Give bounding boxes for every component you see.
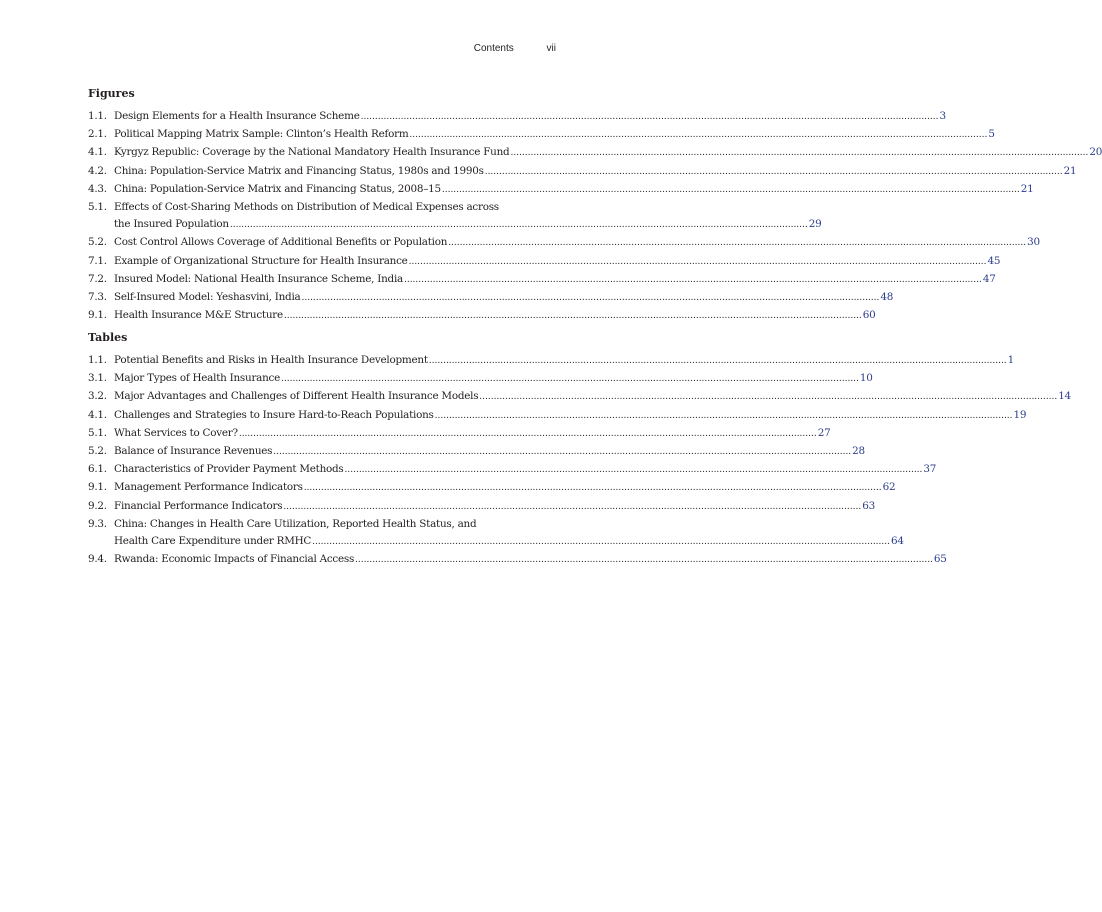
entry-title: Challenges and Strategies to Insure Hard-to-Reach Populations xyxy=(114,408,434,421)
entry-title: Insured Model: National Health Insurance Scheme, India xyxy=(114,272,403,285)
page-number-link[interactable]: 60 xyxy=(862,309,876,322)
entry-number: 2.1. xyxy=(88,128,107,141)
toc-entry[interactable] xyxy=(88,498,875,516)
toc-entry[interactable] xyxy=(88,181,1034,199)
entry-title-first-line: Effects of Cost-Sharing Methods on Distribution of Medical Expenses across xyxy=(114,201,499,214)
entry-title: the Insured Population xyxy=(114,218,229,231)
entry-last-line xyxy=(114,108,946,126)
entry-body xyxy=(114,289,894,307)
entry-title: Financial Performance Indicators xyxy=(114,499,283,512)
toc-entry[interactable] xyxy=(88,425,831,443)
toc-entry[interactable] xyxy=(88,388,1071,406)
entry-title: Characteristics of Provider Payment Methods xyxy=(114,463,344,476)
entry-title: What Services to Cover? xyxy=(114,426,238,439)
dot-leader xyxy=(281,370,859,388)
entry-number: 9.1. xyxy=(88,309,107,322)
entry-title: Major Advantages and Challenges of Different Health Insurance Models xyxy=(114,390,479,403)
entry-body xyxy=(114,108,946,126)
page-number-link[interactable]: 21 xyxy=(1020,182,1034,195)
toc-entry[interactable] xyxy=(88,289,894,307)
entry-body xyxy=(114,425,831,443)
dot-leader xyxy=(239,425,817,443)
figures-heading: Figures xyxy=(88,87,135,100)
entry-last-line xyxy=(114,479,896,497)
toc-entry[interactable] xyxy=(88,407,1027,425)
entry-title: Political Mapping Matrix Sample: Clinton’s Health Reform xyxy=(114,128,409,141)
page-number-link[interactable]: 27 xyxy=(817,426,831,439)
entry-last-line xyxy=(114,352,1015,370)
entry-last-line xyxy=(114,216,822,234)
page-number-link[interactable]: 19 xyxy=(1013,408,1027,421)
entry-number: 3.1. xyxy=(88,372,107,385)
entry-last-line xyxy=(114,253,1001,271)
page-number-link[interactable]: 47 xyxy=(982,272,996,285)
entry-title: Cost Control Allows Coverage of Additional Benefits or Population xyxy=(114,236,448,249)
toc-entry[interactable] xyxy=(88,479,896,497)
entry-title: Rwanda: Economic Impacts of Financial Access xyxy=(114,553,355,566)
dot-leader xyxy=(345,461,923,479)
entry-last-line xyxy=(114,234,1040,252)
entry-number: 1.1. xyxy=(88,110,107,122)
page-number-link[interactable]: 28 xyxy=(852,445,865,458)
entry-number: 9.3. xyxy=(88,517,107,530)
figures-entries xyxy=(88,108,1102,325)
dot-leader xyxy=(435,407,1013,425)
entry-title: Potential Benefits and Risks in Health Insurance Development xyxy=(114,354,428,366)
page-number-link[interactable]: 62 xyxy=(882,481,896,494)
entry-number: 4.2. xyxy=(88,164,107,177)
page-number-link[interactable]: 20 xyxy=(1089,146,1102,159)
toc-entry[interactable] xyxy=(88,551,947,569)
entry-number: 3.2. xyxy=(88,390,107,403)
figures-list xyxy=(88,87,1102,325)
entry-number: 7.2. xyxy=(88,272,107,285)
dot-leader xyxy=(409,126,987,144)
entry-body xyxy=(114,271,996,289)
dot-leader xyxy=(404,271,982,289)
dot-leader xyxy=(510,144,1088,162)
page-number-link[interactable]: 30 xyxy=(1027,236,1040,249)
entry-title: Example of Organizational Structure for Health Insurance xyxy=(114,254,408,267)
entry-title: Major Types of Health Insurance xyxy=(114,372,281,385)
page-number-link[interactable]: 48 xyxy=(880,291,894,304)
entry-body xyxy=(114,234,1040,252)
entry-number: 4.1. xyxy=(88,408,107,421)
entry-title-first-line: China: Changes in Health Care Utilization, Reported Health Status, and xyxy=(114,517,477,530)
entry-title: Kyrgyz Republic: Coverage by the National Mandatory Health Insurance Fund xyxy=(114,146,510,159)
dot-leader xyxy=(304,479,882,497)
entry-number: 7.3. xyxy=(88,291,107,304)
page-number-link[interactable]: 21 xyxy=(1063,164,1077,177)
toc-entry[interactable] xyxy=(88,307,876,325)
entry-last-line xyxy=(114,551,947,569)
dot-leader xyxy=(429,352,1007,370)
entry-body xyxy=(114,461,937,479)
tables-heading: Tables xyxy=(88,331,128,344)
entry-last-line xyxy=(114,370,873,388)
entry-title: Self-Insured Model: Yeshasvini, India xyxy=(114,291,301,304)
dot-leader xyxy=(301,289,879,307)
page-number-link[interactable]: 45 xyxy=(987,254,1001,267)
entry-number: 7.1. xyxy=(88,254,107,267)
page-number-link[interactable]: 1 xyxy=(1007,354,1015,366)
dot-leader xyxy=(361,108,939,126)
entry-last-line xyxy=(114,498,875,516)
dot-leader xyxy=(442,181,1020,199)
entry-body xyxy=(114,181,1034,199)
dot-leader xyxy=(283,498,861,516)
entry-number: 4.1. xyxy=(88,146,107,159)
page-number-link[interactable]: 37 xyxy=(923,463,937,476)
entry-number: 4.3. xyxy=(88,182,107,195)
toc-entry[interactable] xyxy=(88,516,904,551)
entry-body xyxy=(114,443,865,461)
entry-last-line xyxy=(114,126,995,144)
toc-entry[interactable] xyxy=(88,144,1102,162)
toc-entry[interactable] xyxy=(88,163,1077,181)
entry-body xyxy=(114,144,1102,162)
entry-body xyxy=(114,253,1001,271)
entry-title: Balance of Insurance Revenues xyxy=(114,445,273,458)
entry-title: Health Insurance M&E Structure xyxy=(114,309,283,322)
entry-number: 9.1. xyxy=(88,481,107,494)
entry-title: Health Care Expenditure under RMHC xyxy=(114,535,312,548)
entry-body xyxy=(114,199,822,234)
entry-last-line xyxy=(114,271,996,289)
dot-leader xyxy=(230,216,808,234)
entry-number: 5.1. xyxy=(88,426,107,439)
entry-last-line xyxy=(114,388,1071,406)
dot-leader xyxy=(312,533,890,551)
dot-leader xyxy=(479,388,1057,406)
entry-last-line xyxy=(114,407,1027,425)
dot-leader xyxy=(448,234,1026,252)
tables-entries xyxy=(88,352,1071,569)
toc-entry[interactable] xyxy=(88,352,1015,370)
entry-number: 1.1. xyxy=(88,354,107,366)
toc-entry[interactable] xyxy=(88,461,937,479)
entry-last-line xyxy=(114,163,1077,181)
toc-entry[interactable] xyxy=(88,443,865,461)
entry-number: 6.1. xyxy=(88,463,107,476)
tables-list xyxy=(88,331,1071,569)
page-number-link[interactable]: 14 xyxy=(1058,390,1071,403)
entry-number: 5.2. xyxy=(88,236,107,249)
entry-number: 5.2. xyxy=(88,445,107,458)
entry-body xyxy=(114,498,875,516)
entry-last-line xyxy=(114,443,865,461)
entry-last-line xyxy=(114,461,937,479)
entry-body xyxy=(114,407,1027,425)
entry-title: China: Population-Service Matrix and Financing Status, 2008–15 xyxy=(114,182,441,195)
entry-body xyxy=(114,388,1071,406)
toc-entry[interactable] xyxy=(88,199,822,234)
entry-number: 9.4. xyxy=(88,553,107,566)
entry-body xyxy=(114,370,873,388)
page-number-link[interactable]: 3 xyxy=(939,110,946,122)
dot-leader xyxy=(284,307,862,325)
running-head-title: Contents xyxy=(473,43,514,54)
toc-entry[interactable] xyxy=(88,126,995,144)
page-number-link[interactable]: 63 xyxy=(862,499,875,512)
page-number-link[interactable]: 64 xyxy=(890,535,904,548)
toc-entry[interactable] xyxy=(88,370,873,388)
entry-last-line xyxy=(114,307,876,325)
entry-last-line xyxy=(114,533,904,551)
entry-body xyxy=(114,516,904,551)
entry-body xyxy=(114,352,1015,370)
entry-title: China: Population-Service Matrix and Financing Status, 1980s and 1990s xyxy=(114,164,484,177)
dot-leader xyxy=(485,163,1063,181)
toc-entry[interactable] xyxy=(88,271,996,289)
entry-body xyxy=(114,479,896,497)
entry-title: Design Elements for a Health Insurance Scheme xyxy=(114,110,360,122)
entry-title: Management Performance Indicators xyxy=(114,481,303,494)
toc-entry[interactable] xyxy=(88,253,1001,271)
page-number-link[interactable]: 65 xyxy=(933,553,947,566)
dot-leader xyxy=(409,253,987,271)
running-head-page-number: vii xyxy=(546,43,556,54)
page-number-link[interactable]: 29 xyxy=(808,218,822,231)
toc-entry[interactable] xyxy=(88,234,1040,252)
entry-number: 5.1. xyxy=(88,201,107,214)
entry-body xyxy=(114,551,947,569)
entry-last-line xyxy=(114,144,1102,162)
entry-number: 9.2. xyxy=(88,499,107,512)
entry-body xyxy=(114,163,1077,181)
dot-leader xyxy=(355,551,933,569)
toc-entry[interactable] xyxy=(88,108,946,126)
running-head xyxy=(474,43,556,54)
entry-last-line xyxy=(114,289,894,307)
entry-last-line xyxy=(114,425,831,443)
entry-last-line xyxy=(114,181,1034,199)
dot-leader xyxy=(273,443,851,461)
page-number-link[interactable]: 10 xyxy=(859,372,873,385)
page-number-link[interactable]: 5 xyxy=(988,128,995,141)
entry-body xyxy=(114,126,995,144)
entry-body xyxy=(114,307,876,325)
